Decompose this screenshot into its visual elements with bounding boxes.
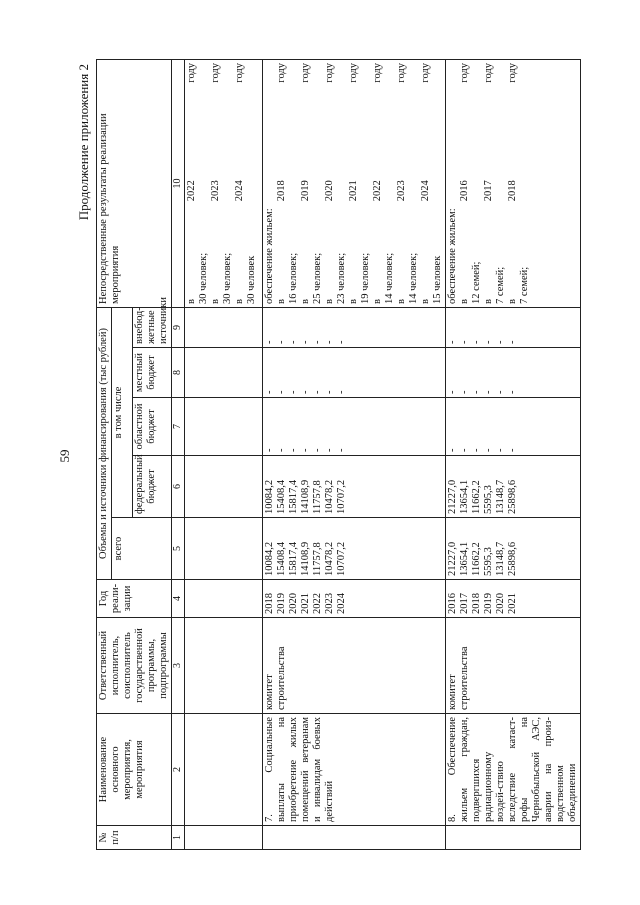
total-value: 21227,0 [447, 541, 458, 576]
results-word: году [483, 62, 494, 83]
federal-value: 11662,2 [471, 480, 482, 514]
regional-value: - [336, 448, 347, 452]
results-word: в [300, 299, 311, 304]
results-line: 25 человек; [312, 252, 323, 304]
regional-value: - [288, 448, 299, 452]
local-value: - [471, 390, 482, 394]
results-line: 23 человек; [336, 252, 347, 304]
results-word: 2019 [300, 180, 311, 202]
results-line: 15 человек [432, 255, 443, 304]
col-number: 7 [172, 398, 185, 456]
extra-cell [446, 307, 581, 347]
header-year: Год реали-зации [97, 580, 172, 618]
results-line: 7 семей; [519, 266, 530, 304]
results-word: 2024 [420, 180, 431, 202]
total-cell [263, 518, 446, 580]
results-word: в [186, 299, 197, 304]
results-word: в [507, 299, 518, 304]
results-word: в [372, 299, 383, 304]
total-value: 10084,2 [264, 541, 275, 576]
years-value: 2018 [471, 593, 482, 614]
local-value: - [264, 390, 275, 394]
years-cell [446, 580, 581, 618]
results-line [396, 63, 408, 304]
row-num-cell [446, 826, 581, 850]
federal-value: 10478,2 [324, 479, 335, 514]
results-line: 12 семей; [471, 261, 482, 304]
results-line [234, 63, 246, 304]
extra-value: - [471, 340, 482, 344]
regional-value: - [300, 448, 311, 452]
header-in-that: в том числе [112, 307, 133, 517]
regional-value: - [447, 448, 458, 452]
total-value: 14108,9 [300, 541, 311, 576]
regional-value: - [507, 448, 518, 452]
local-value: - [336, 390, 347, 394]
results-word: в [234, 299, 245, 304]
results-word: году [276, 62, 287, 83]
results-line: 16 человек; [288, 252, 299, 304]
years-value: 2024 [336, 593, 347, 614]
header-total: всего [112, 518, 172, 580]
results-line [507, 63, 519, 304]
results-line [210, 63, 222, 304]
extra-value: - [447, 340, 458, 344]
total-value: 13148,7 [495, 541, 506, 576]
local-value: - [507, 390, 518, 394]
federal-value: 10707,2 [336, 479, 347, 514]
results-cell [185, 59, 263, 307]
measure-name: 8. Обеспечение жильем граждан, подвергшихся радиационному воздей-ствию вследствие катаст-рофы на Чернобыльской АЭС, аварии на произ-водственном объединении [446, 714, 581, 826]
extra-value: - [312, 340, 323, 344]
results-line [372, 63, 384, 304]
results-line: 30 человек [246, 255, 257, 304]
total-value: 5595,3 [483, 547, 494, 576]
total-value: 10707,2 [336, 541, 347, 576]
responsible-executor: комитет строительства [446, 618, 581, 714]
results-word: 2023 [210, 180, 221, 202]
years-value: 2021 [507, 593, 518, 614]
federal-value: 14108,9 [300, 479, 311, 514]
results-word: 2022 [372, 180, 383, 202]
extra-value: - [459, 340, 470, 344]
local-value: - [459, 390, 470, 394]
local-value: - [495, 390, 506, 394]
federal-value: 15408,4 [276, 479, 287, 514]
col-number: 2 [172, 714, 185, 826]
results-word: 2018 [276, 180, 287, 202]
local-value: - [483, 390, 494, 394]
results-cell [263, 59, 446, 307]
results-word: в [348, 299, 359, 304]
results-word: в [210, 299, 221, 304]
results-word: 2017 [483, 180, 494, 202]
table-row [185, 59, 263, 849]
results-line: 30 человек; [222, 252, 233, 304]
results-word: 2023 [396, 180, 407, 202]
funding-table [96, 59, 581, 850]
regional-value: - [264, 448, 275, 452]
extra-value: - [300, 340, 311, 344]
results-word: в [420, 299, 431, 304]
results-cell [446, 59, 581, 307]
results-word: 2016 [459, 180, 470, 202]
col-number: 3 [172, 618, 185, 714]
page-number: 59 [57, 449, 72, 463]
results-word: году [507, 62, 518, 83]
years-value: 2018 [264, 593, 275, 614]
results-word: году [234, 62, 245, 83]
results-word: 2024 [234, 180, 245, 202]
measure-name: 7. Социальные выплаты на приобретение жилых помещений ветеранам и инвалидам боевых действий [263, 714, 446, 826]
local-value: - [447, 390, 458, 394]
local-value: - [288, 390, 299, 394]
extra-value: - [336, 340, 347, 344]
years-value: 2020 [495, 593, 506, 614]
results-line: 19 человек; [360, 252, 371, 304]
regional-value: - [312, 448, 323, 452]
total-cell [446, 518, 581, 580]
extra-value: - [264, 340, 275, 344]
extra-value: - [507, 340, 518, 344]
results-line [276, 63, 288, 304]
extra-value: - [324, 340, 335, 344]
total-value: 15408,4 [276, 541, 287, 576]
results-line [186, 63, 198, 304]
table-row [446, 59, 581, 849]
total-value: 10478,2 [324, 541, 335, 576]
results-word: году [210, 62, 221, 83]
years-cell [263, 580, 446, 618]
table-body [185, 59, 581, 849]
header-num: № п/п [97, 826, 172, 850]
results-word: 2021 [348, 180, 359, 202]
local-cell [263, 348, 446, 398]
header-federal: федеральный бюджет [133, 456, 172, 518]
header-responsible: Ответственный исполнитель, соисполнитель государственной программы, подпрограммы [97, 618, 172, 714]
col-number: 6 [172, 456, 185, 518]
extra-cell [263, 307, 446, 347]
header-extra: внебюд-жетные источники [133, 307, 172, 347]
results-word: году [300, 62, 311, 83]
results-word: году [324, 62, 335, 83]
extra-value: - [288, 340, 299, 344]
col-number: 10 [172, 59, 185, 307]
results-line [420, 63, 432, 304]
results-line [348, 63, 360, 304]
federal-value: 13654,1 [459, 479, 470, 514]
regional-value: - [324, 448, 335, 452]
federal-value: 11757,8 [312, 480, 323, 514]
results-word: году [459, 62, 470, 83]
federal-cell [446, 456, 581, 518]
results-line [324, 63, 336, 304]
results-word: в [483, 299, 494, 304]
regional-cell [263, 398, 446, 456]
regional-value: - [471, 448, 482, 452]
federal-value: 10084,2 [264, 479, 275, 514]
years-value: 2019 [483, 593, 494, 614]
local-value: - [312, 390, 323, 394]
regional-value: - [276, 448, 287, 452]
results-word: 2022 [186, 180, 197, 202]
results-intro: обеспечение жильем: [264, 208, 275, 304]
results-word: году [348, 62, 359, 83]
header-funding-group: Объемы и источники финансирования (тыс рублей) [97, 307, 112, 579]
extra-value: - [483, 340, 494, 344]
regional-value: - [459, 448, 470, 452]
col-number: 8 [172, 348, 185, 398]
total-value: 25898,6 [507, 541, 518, 576]
header-local: местный бюджет [133, 348, 172, 398]
local-value: - [300, 390, 311, 394]
results-word: году [420, 62, 431, 83]
federal-cell [263, 456, 446, 518]
results-line: 7 семей; [495, 266, 506, 304]
local-cell [446, 348, 581, 398]
results-word: в [396, 299, 407, 304]
federal-value: 15817,4 [288, 479, 299, 514]
responsible-executor: комитет строительства [263, 618, 446, 714]
years-value: 2023 [324, 593, 335, 614]
years-value: 2020 [288, 593, 299, 614]
results-line: 14 человек; [384, 252, 395, 304]
table-row [263, 59, 446, 849]
header-name: Наименование основного мероприятия, мероприятия [97, 714, 172, 826]
row-num-cell [263, 826, 446, 850]
col-number: 5 [172, 518, 185, 580]
results-intro: обеспечение жильем: [447, 208, 458, 304]
local-value: - [276, 390, 287, 394]
results-word: году [396, 62, 407, 83]
col-number: 4 [172, 580, 185, 618]
results-word: в [276, 299, 287, 304]
regional-value: - [483, 448, 494, 452]
years-value: 2016 [447, 593, 458, 614]
extra-value: - [495, 340, 506, 344]
col-number: 1 [172, 826, 185, 850]
header-results: Непосредственные результаты реализации мероприятия [97, 59, 172, 307]
column-number-row [172, 59, 185, 849]
results-word: в [324, 299, 335, 304]
total-value: 11757,8 [312, 542, 323, 576]
federal-value: 5595,3 [483, 485, 494, 514]
years-value: 2021 [300, 593, 311, 614]
results-word: 2020 [324, 180, 335, 202]
results-line [300, 63, 312, 304]
results-line: 30 человек; [198, 252, 209, 304]
total-value: 13654,1 [459, 541, 470, 576]
regional-value: - [495, 448, 506, 452]
years-value: 2022 [312, 593, 323, 614]
total-value: 15817,4 [288, 541, 299, 576]
rotated-page-content [76, 60, 578, 850]
federal-value: 13148,7 [495, 479, 506, 514]
federal-value: 21227,0 [447, 479, 458, 514]
results-line [483, 63, 495, 304]
results-word: году [186, 62, 197, 83]
header-regional: областной бюджет [133, 398, 172, 456]
regional-cell [446, 398, 581, 456]
results-word: в [459, 299, 470, 304]
extra-value: - [276, 340, 287, 344]
federal-value: 25898,6 [507, 479, 518, 514]
results-word: году [372, 62, 383, 83]
col-number: 9 [172, 307, 185, 347]
years-value: 2017 [459, 593, 470, 614]
appendix-header: Продолжение приложения 2 [76, 64, 91, 221]
results-word: 2018 [507, 180, 518, 202]
local-value: - [324, 390, 335, 394]
results-line: 14 человек; [408, 252, 419, 304]
results-line [459, 63, 471, 304]
years-value: 2019 [276, 593, 287, 614]
total-value: 11662,2 [471, 542, 482, 576]
